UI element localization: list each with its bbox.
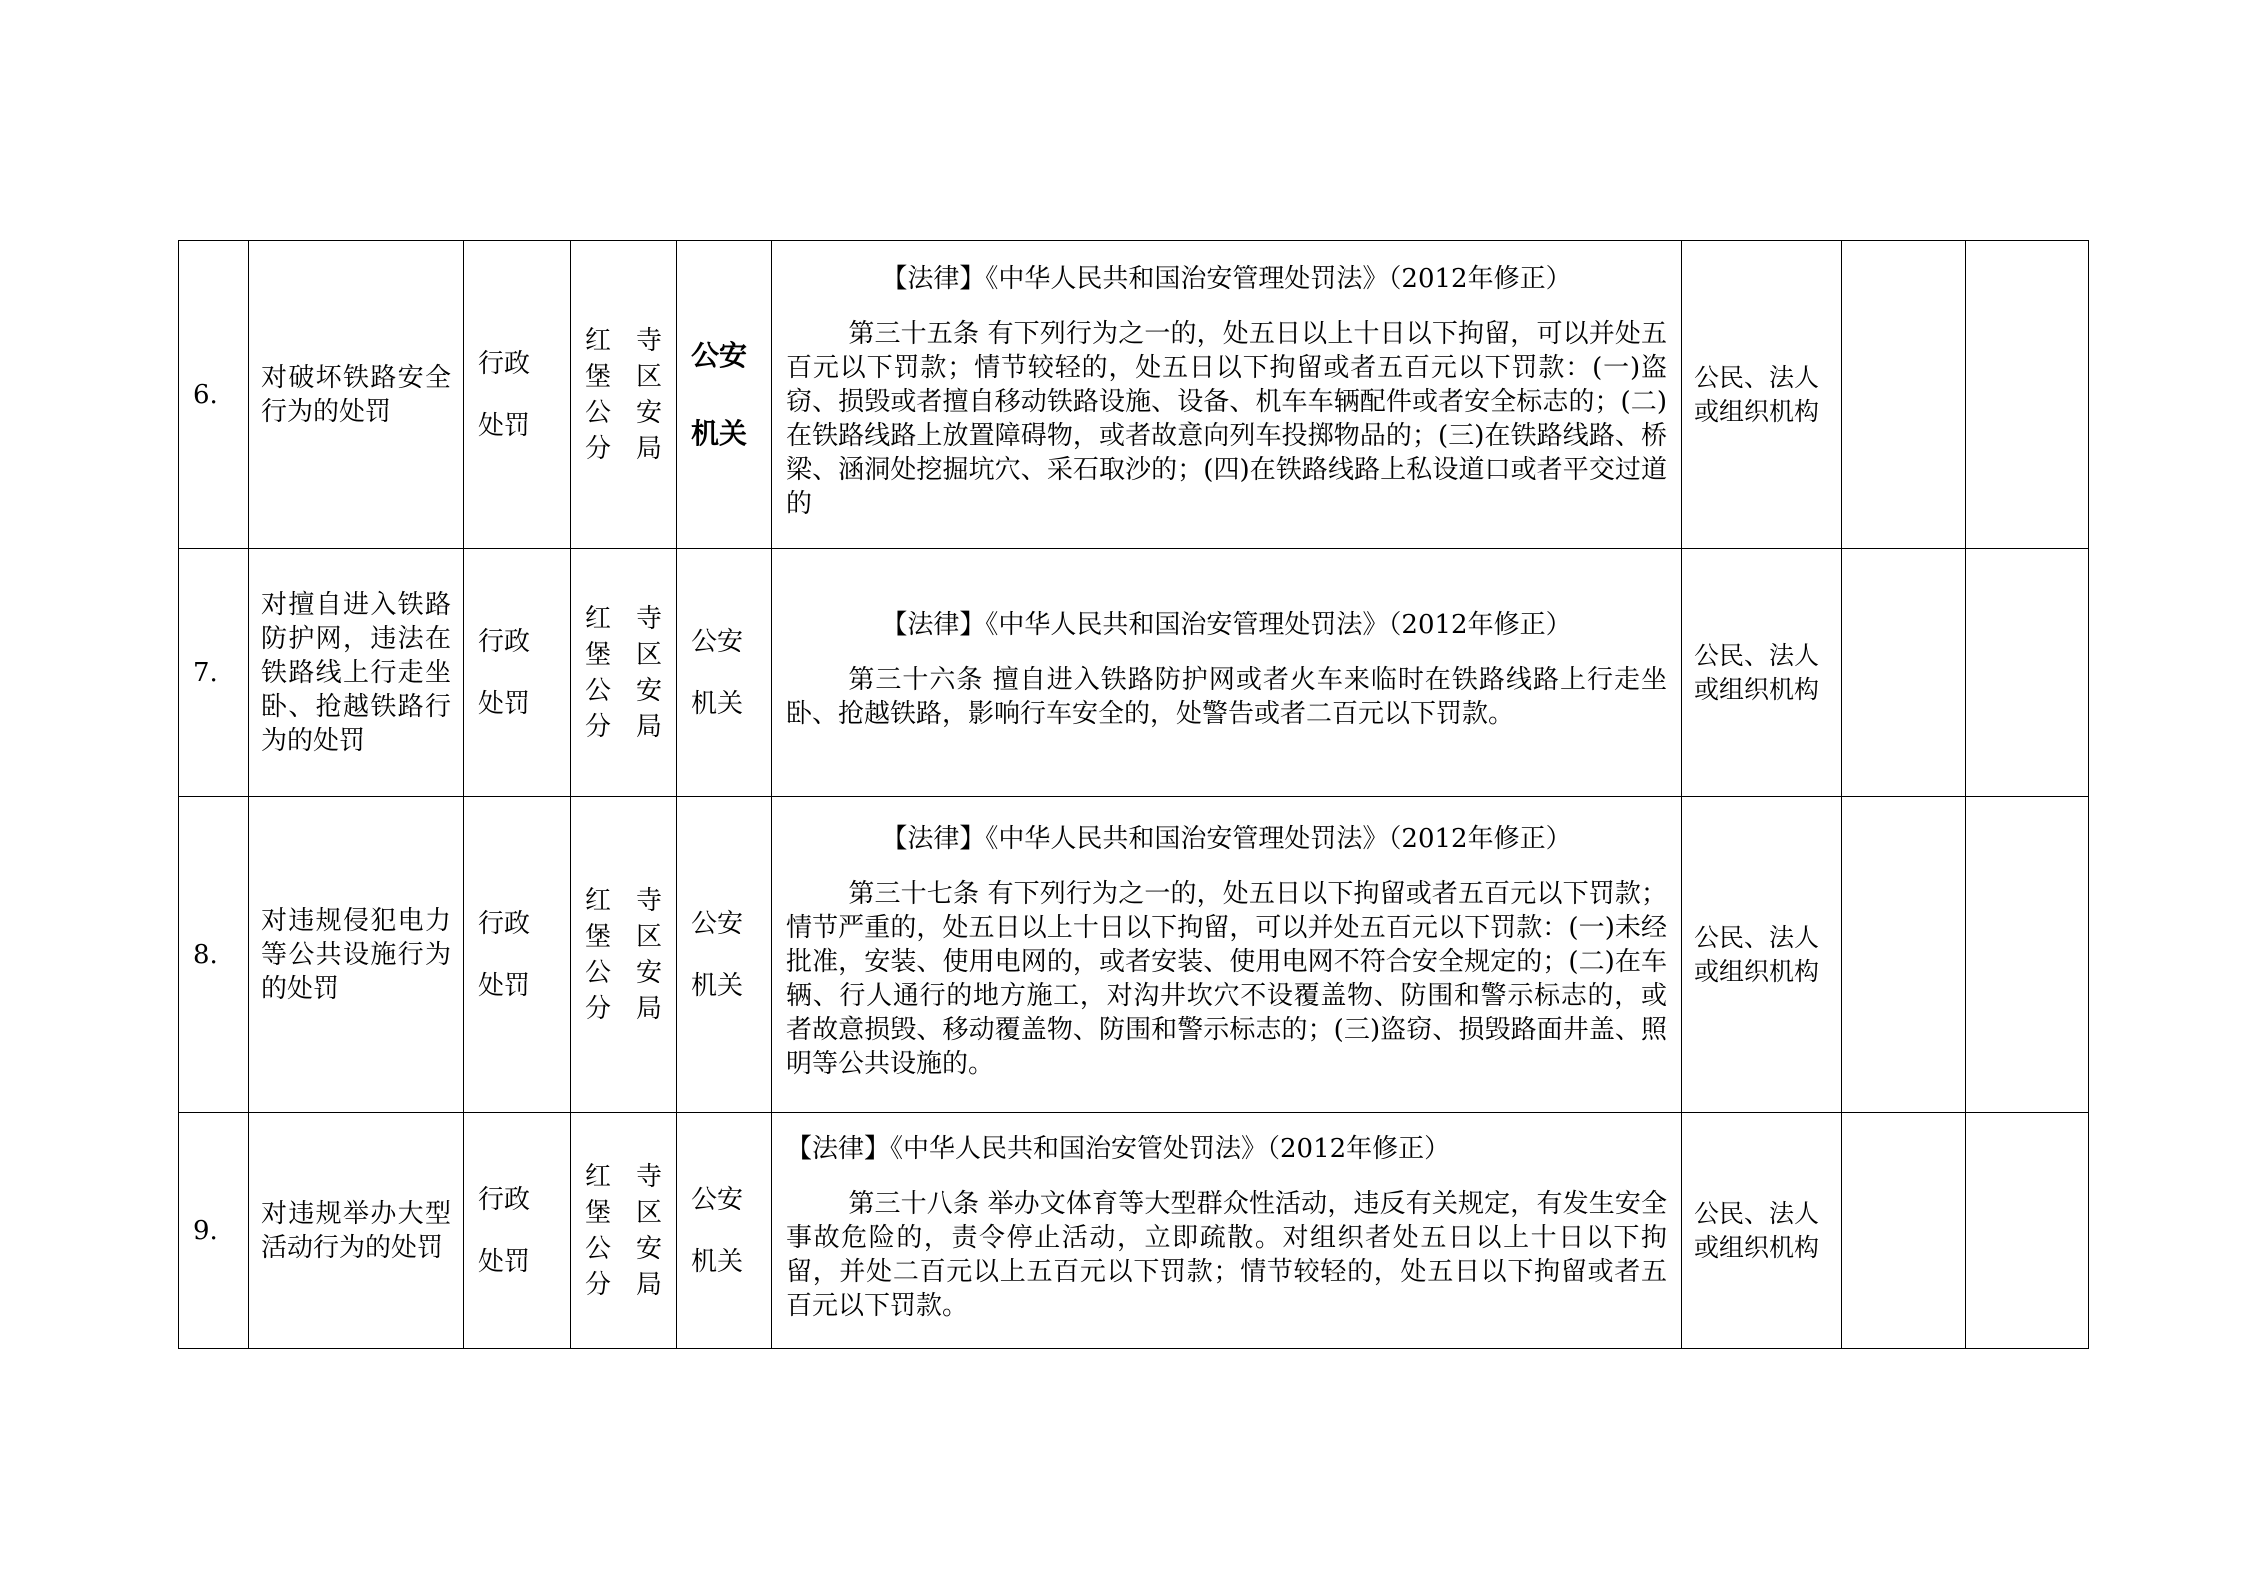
table-row bbox=[179, 549, 2089, 797]
law-text: 第三十六条 擅自进入铁路防护网或者火车来临时在铁路线路上行走坐卧、抢越铁路，影响行车安全的，处警告或者二百元以下罚款。 bbox=[786, 664, 1667, 729]
law-title: 【法律】《中华人民共和国治安管理处罚法》（2012年修正） bbox=[881, 263, 1572, 294]
item-name: 对违规侵犯电力等公共设施行为的处罚 bbox=[249, 797, 464, 1113]
legal-basis bbox=[772, 797, 1682, 1113]
applicable-object: 公民、法人或组织机构 bbox=[1682, 241, 1842, 549]
legal-basis bbox=[772, 549, 1682, 797]
applicable-object: 公民、法人或组织机构 bbox=[1682, 1113, 1842, 1349]
law-title: 【法律】《中华人民共和国治安管理处罚法》（2012年修正） bbox=[881, 823, 1572, 854]
item-type: 行政 处罚 bbox=[464, 1113, 571, 1349]
implementing-unit: 红 寺 堡 区 公 安 分局 bbox=[571, 1113, 677, 1349]
empty-cell bbox=[1966, 797, 2089, 1113]
row-number: 6. bbox=[179, 241, 249, 549]
law-text: 第三十五条 有下列行为之一的，处五日以上十日以下拘留，可以并处五百元以下罚款；情节较轻的，处五日以下拘留或者五百元以下罚款：(一)盗窃、损毁或者擅自移动铁路设施、设备、机车车辆配件或者安全标志的；(二)在铁路线路上放置障碍物，或者故意向列车投掷物品的；(三)在铁路线路、桥梁、涵洞处挖掘坑穴、采石取沙的；(四)在铁路线路上私设道口或者平交过道的 bbox=[786, 318, 1667, 519]
empty-cell bbox=[1842, 797, 1966, 1113]
applicable-object: 公民、法人或组织机构 bbox=[1682, 797, 1842, 1113]
responsible-dept: 公安 机关 bbox=[677, 1113, 772, 1349]
empty-cell bbox=[1966, 1113, 2089, 1349]
item-name: 对违规举办大型活动行为的处罚 bbox=[249, 1113, 464, 1349]
law-title: 【法律】《中华人民共和国治安管处罚法》（2012年修正） bbox=[786, 1133, 1451, 1164]
table-row bbox=[179, 241, 2089, 549]
applicable-object: 公民、法人或组织机构 bbox=[1682, 549, 1842, 797]
responsible-dept: 公安 机关 bbox=[677, 549, 772, 797]
responsible-dept: 公安 机关 bbox=[677, 241, 772, 549]
responsible-dept: 公安 机关 bbox=[677, 797, 772, 1113]
law-text: 第三十八条 举办文体育等大型群众性活动，违反有关规定，有发生安全事故危险的，责令停止活动，立即疏散。对组织者处五日以上十日以下拘留，并处二百元以上五百元以下罚款；情节较轻的，处五日以下拘留或者五百元以下罚款。 bbox=[786, 1188, 1667, 1321]
item-name: 对破坏铁路安全行为的处罚 bbox=[249, 241, 464, 549]
law-text: 第三十七条 有下列行为之一的，处五日以下拘留或者五百元以下罚款；情节严重的，处五日以上十日以下拘留，可以并处五百元以下罚款：(一)未经批准，安装、使用电网的，或者安装、使用电网不符合安全规定的；(二)在车辆、行人通行的地方施工，对沟井坎穴不设覆盖物、防围和警示标志的，或者故意损毁、移动覆盖物、防围和警示标志的；(三)盗窃、损毁路面井盖、照明等公共设施的。 bbox=[786, 878, 1667, 1079]
implementing-unit: 红 寺 堡 区 公 安 分局 bbox=[571, 241, 677, 549]
empty-cell bbox=[1842, 241, 1966, 549]
legal-basis bbox=[772, 241, 1682, 549]
table-row bbox=[179, 1113, 2089, 1349]
item-name: 对擅自进入铁路防护网，违法在铁路线上行走坐卧、抢越铁路行为的处罚 bbox=[249, 549, 464, 797]
item-type: 行政 处罚 bbox=[464, 549, 571, 797]
table-row bbox=[179, 797, 2089, 1113]
empty-cell bbox=[1842, 1113, 1966, 1349]
empty-cell bbox=[1842, 549, 1966, 797]
item-type: 行政 处罚 bbox=[464, 797, 571, 1113]
legal-basis bbox=[772, 1113, 1682, 1349]
penalty-table bbox=[178, 240, 2089, 1349]
empty-cell bbox=[1966, 549, 2089, 797]
item-type: 行政 处罚 bbox=[464, 241, 571, 549]
row-number: 9. bbox=[179, 1113, 249, 1349]
row-number: 7. bbox=[179, 549, 249, 797]
implementing-unit: 红 寺 堡 区 公 安 分局 bbox=[571, 549, 677, 797]
implementing-unit: 红 寺 堡 区 公 安 分局 bbox=[571, 797, 677, 1113]
empty-cell bbox=[1966, 241, 2089, 549]
law-title: 【法律】《中华人民共和国治安管理处罚法》（2012年修正） bbox=[881, 609, 1572, 640]
row-number: 8. bbox=[179, 797, 249, 1113]
